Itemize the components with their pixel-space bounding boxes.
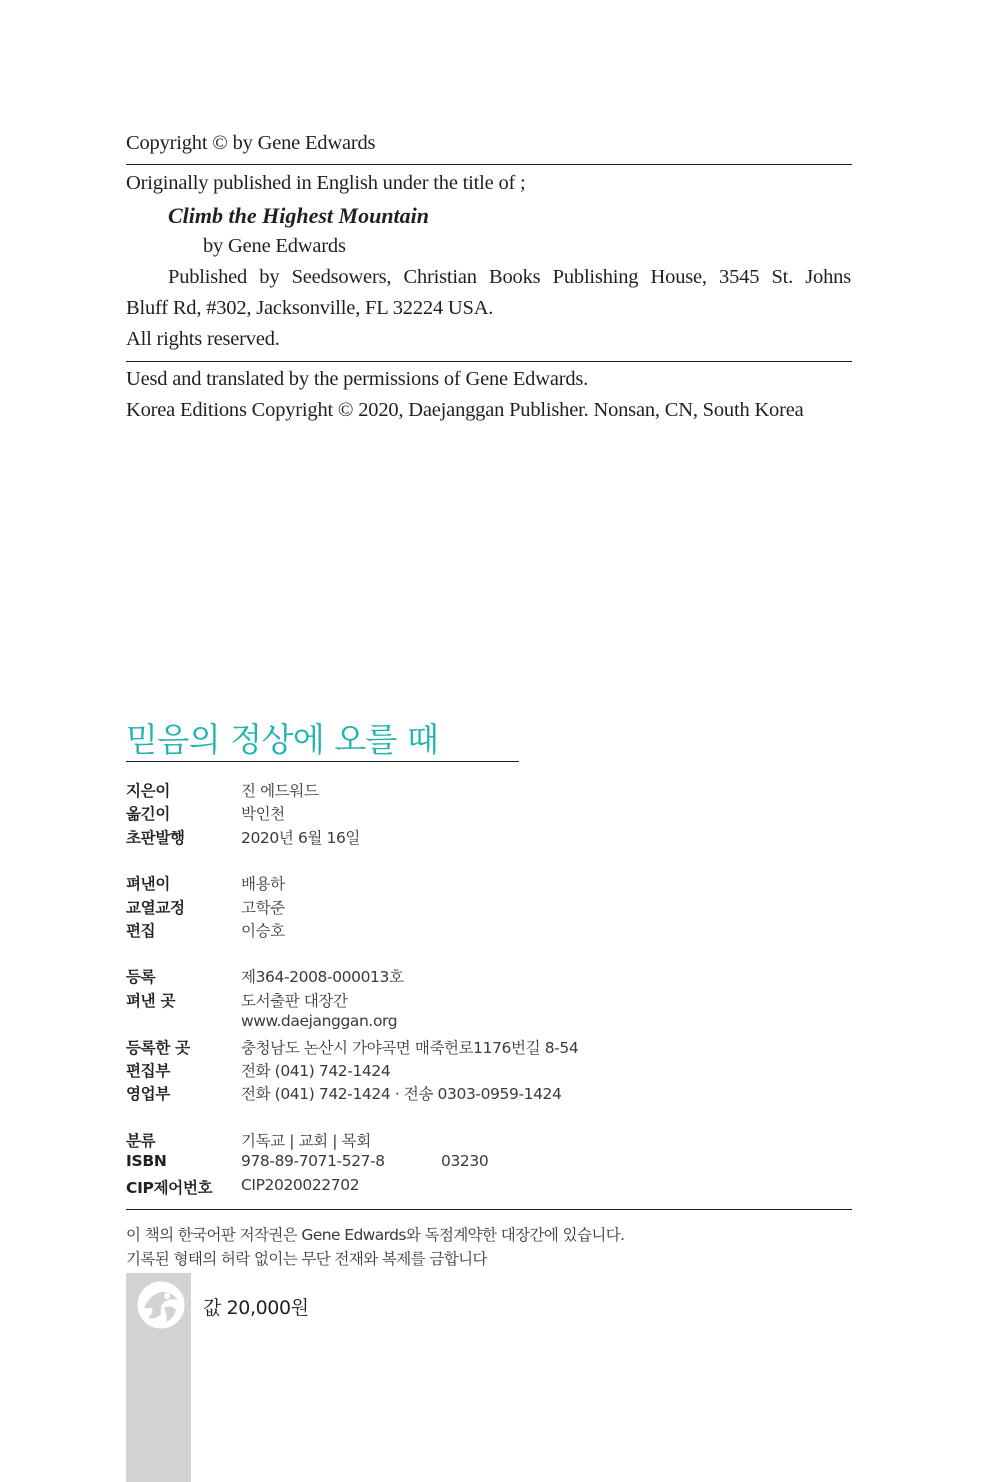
publisher-emblem-icon (134, 1278, 188, 1332)
translation-permission: Uesd and translated by the permissions of Gene Edwards. (126, 368, 589, 390)
publisher-address: Bluff Rd, #302, Jacksonville, FL 32224 USA. (126, 297, 494, 319)
isbn-value: 978-89-7071-527-8 (241, 1152, 385, 1170)
price-label: 값 20,000원 (203, 1297, 309, 1319)
copyright-line: Copyright © by Gene Edwards (126, 132, 376, 154)
editing-value: 이승호 (241, 922, 285, 940)
proofreading-value: 고학준 (241, 899, 285, 917)
author-label: 지은이 (126, 782, 171, 800)
editorial-dept-value: 전화 (041) 742-1424 (241, 1062, 391, 1080)
registration-value: 제364-2008-000013호 (241, 968, 404, 986)
translator-label: 옮긴이 (126, 805, 171, 823)
publisher-line: Published by Seedsowers, Christian Books Publishing House, 3545 St. Johns (168, 266, 851, 288)
registration-label: 등록 (126, 968, 156, 986)
original-title-line: Originally published in English under the title of ; (126, 172, 526, 194)
sales-dept-label: 영업부 (126, 1085, 171, 1103)
editorial-dept-label: 편집부 (126, 1062, 171, 1080)
title-underline (126, 761, 519, 762)
isbn-label: ISBN (126, 1152, 167, 1170)
divider (126, 1209, 852, 1210)
copyright-notice-line1: 이 책의 한국어판 저작권은 Gene Edwards와 독점계약한 대장간에 있습니다. (126, 1226, 625, 1244)
original-book-title: Climb the Highest Mountain (168, 203, 430, 228)
korean-book-title: 믿음의 정상에 오를 때 (126, 720, 439, 759)
cip-value: CIP2020022702 (241, 1176, 360, 1194)
rights-line: All rights reserved. (126, 328, 280, 350)
category-value: 기독교 | 교회 | 목회 (241, 1132, 371, 1150)
korea-edition-copyright: Korea Editions Copyright © 2020, Daejanggan Publisher. Nonsan, CN, South Korea (126, 399, 804, 421)
publishing-house-label: 펴낸 곳 (126, 992, 176, 1010)
proofreading-label: 교열교정 (126, 899, 185, 917)
sales-dept-value: 전화 (041) 742-1424 · 전송 0303-0959-1424 (241, 1085, 562, 1103)
original-author: by Gene Edwards (203, 235, 346, 257)
website-link[interactable]: www.daejanggan.org (241, 1012, 398, 1030)
editing-label: 편집 (126, 922, 156, 940)
registered-address-value: 충청남도 논산시 가야곡면 매죽헌로1176번길 8-54 (241, 1039, 579, 1057)
divider (126, 164, 852, 165)
publisher-person-label: 펴낸이 (126, 875, 171, 893)
isbn-additional-code: 03230 (441, 1152, 489, 1170)
category-label: 분류 (126, 1132, 156, 1150)
first-edition-value: 2020년 6월 16일 (241, 829, 361, 847)
publisher-person-value: 배용하 (241, 875, 285, 893)
translator-value: 박인천 (241, 805, 285, 823)
cip-label: CIP제어번호 (126, 1179, 213, 1197)
registered-address-label: 등록한 곳 (126, 1039, 190, 1057)
divider (126, 361, 852, 362)
author-value: 진 에드워드 (241, 782, 319, 800)
first-edition-label: 초판발행 (126, 829, 185, 847)
publishing-house-value: 도서출판 대장간 (241, 992, 348, 1010)
copyright-notice-line2: 기록된 형태의 허락 없이는 무단 전재와 복제를 금합니다 (126, 1250, 487, 1268)
